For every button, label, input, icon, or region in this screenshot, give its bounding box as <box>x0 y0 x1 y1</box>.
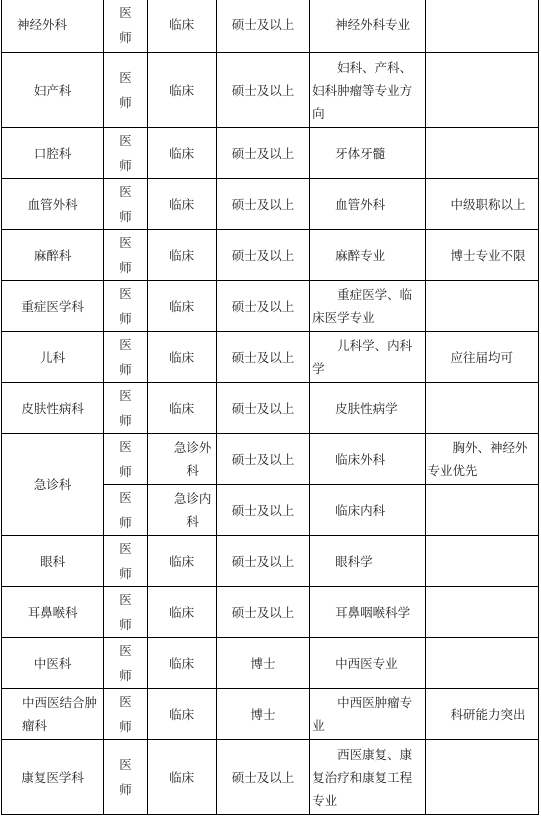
type-cell: 临床 <box>147 0 216 53</box>
position-cell: 医师 <box>104 383 147 434</box>
type-cell: 急诊外科 <box>147 434 216 485</box>
major-cell: 眼科学 <box>310 536 425 587</box>
major-cell: 牙体牙髓 <box>310 128 425 179</box>
note-cell <box>425 485 538 536</box>
department-cell: 妇产科 <box>2 53 104 128</box>
table-row <box>2 332 539 383</box>
note-cell <box>425 0 538 53</box>
department-cell: 皮肤性病科 <box>2 383 104 434</box>
table-row <box>2 689 539 740</box>
type-cell: 急诊内科 <box>147 485 216 536</box>
major-cell: 西医康复、康复治疗和康复工程专业 <box>310 740 425 815</box>
type-cell: 临床 <box>147 179 216 230</box>
education-cell: 硕士及以上 <box>216 383 309 434</box>
department-cell: 口腔科 <box>2 128 104 179</box>
department-cell: 眼科 <box>2 536 104 587</box>
department-cell: 麻醉科 <box>2 230 104 281</box>
type-cell: 临床 <box>147 740 216 815</box>
department-cell: 中西医结合肿瘤科 <box>2 689 104 740</box>
education-cell: 硕士及以上 <box>216 434 309 485</box>
education-cell: 硕士及以上 <box>216 485 309 536</box>
table-row <box>2 128 539 179</box>
note-cell <box>425 587 538 638</box>
education-cell: 硕士及以上 <box>216 536 309 587</box>
table-row <box>2 536 539 587</box>
type-cell: 临床 <box>147 689 216 740</box>
table-row <box>2 179 539 230</box>
education-cell: 硕士及以上 <box>216 332 309 383</box>
position-cell: 医师 <box>104 587 147 638</box>
education-cell: 硕士及以上 <box>216 128 309 179</box>
table-row <box>2 281 539 332</box>
education-cell: 硕士及以上 <box>216 179 309 230</box>
education-cell: 硕士及以上 <box>216 281 309 332</box>
major-cell: 儿科学、内科学 <box>310 332 425 383</box>
table-row <box>2 53 539 128</box>
department-cell: 血管外科 <box>2 179 104 230</box>
position-cell: 医师 <box>104 638 147 689</box>
department-cell: 中医科 <box>2 638 104 689</box>
education-cell: 硕士及以上 <box>216 740 309 815</box>
major-cell: 中西医专业 <box>310 638 425 689</box>
education-cell: 硕士及以上 <box>216 587 309 638</box>
education-cell: 博士 <box>216 689 309 740</box>
department-cell: 神经外科 <box>2 0 104 53</box>
department-cell: 儿科 <box>2 332 104 383</box>
position-cell: 医师 <box>104 689 147 740</box>
major-cell: 临床外科 <box>310 434 425 485</box>
table-row <box>2 230 539 281</box>
position-cell: 医师 <box>104 230 147 281</box>
note-cell: 应往届均可 <box>425 332 538 383</box>
department-cell: 耳鼻喉科 <box>2 587 104 638</box>
note-cell <box>425 383 538 434</box>
position-cell: 医师 <box>104 332 147 383</box>
education-cell: 博士 <box>216 638 309 689</box>
note-cell <box>425 128 538 179</box>
note-cell: 中级职称以上 <box>425 179 538 230</box>
note-cell <box>425 281 538 332</box>
position-cell: 医师 <box>104 740 147 815</box>
table-row <box>2 638 539 689</box>
table-row <box>2 740 539 815</box>
note-cell: 博士专业不限 <box>425 230 538 281</box>
table-row <box>2 383 539 434</box>
position-cell: 医师 <box>104 53 147 128</box>
position-cell: 医师 <box>104 434 147 485</box>
note-cell <box>425 53 538 128</box>
type-cell: 临床 <box>147 281 216 332</box>
position-cell: 医师 <box>104 485 147 536</box>
department-cell: 急诊科 <box>2 434 104 536</box>
type-cell: 临床 <box>147 587 216 638</box>
education-cell: 硕士及以上 <box>216 230 309 281</box>
type-cell: 临床 <box>147 332 216 383</box>
position-cell: 医师 <box>104 281 147 332</box>
note-cell <box>425 638 538 689</box>
position-cell: 医师 <box>104 128 147 179</box>
table-row <box>2 587 539 638</box>
type-cell: 临床 <box>147 638 216 689</box>
note-cell <box>425 740 538 815</box>
note-cell: 科研能力突出 <box>425 689 538 740</box>
major-cell: 重症医学、临床医学专业 <box>310 281 425 332</box>
department-cell: 重症医学科 <box>2 281 104 332</box>
type-cell: 临床 <box>147 128 216 179</box>
major-cell: 神经外科专业 <box>310 0 425 53</box>
major-cell: 临床内科 <box>310 485 425 536</box>
type-cell: 临床 <box>147 383 216 434</box>
note-cell: 胸外、神经外专业优先 <box>425 434 538 485</box>
major-cell: 麻醉专业 <box>310 230 425 281</box>
note-cell <box>425 536 538 587</box>
major-cell: 血管外科 <box>310 179 425 230</box>
department-cell: 康复医学科 <box>2 740 104 815</box>
position-cell: 医师 <box>104 0 147 53</box>
table-row <box>2 434 539 485</box>
type-cell: 临床 <box>147 536 216 587</box>
major-cell: 皮肤性病学 <box>310 383 425 434</box>
recruitment-table <box>1 0 539 815</box>
position-cell: 医师 <box>104 179 147 230</box>
type-cell: 临床 <box>147 53 216 128</box>
education-cell: 硕士及以上 <box>216 0 309 53</box>
position-cell: 医师 <box>104 536 147 587</box>
major-cell: 中西医肿瘤专业 <box>310 689 425 740</box>
major-cell: 妇科、产科、妇科肿瘤等专业方向 <box>310 53 425 128</box>
type-cell: 临床 <box>147 230 216 281</box>
education-cell: 硕士及以上 <box>216 53 309 128</box>
table-row <box>2 0 539 53</box>
major-cell: 耳鼻咽喉科学 <box>310 587 425 638</box>
